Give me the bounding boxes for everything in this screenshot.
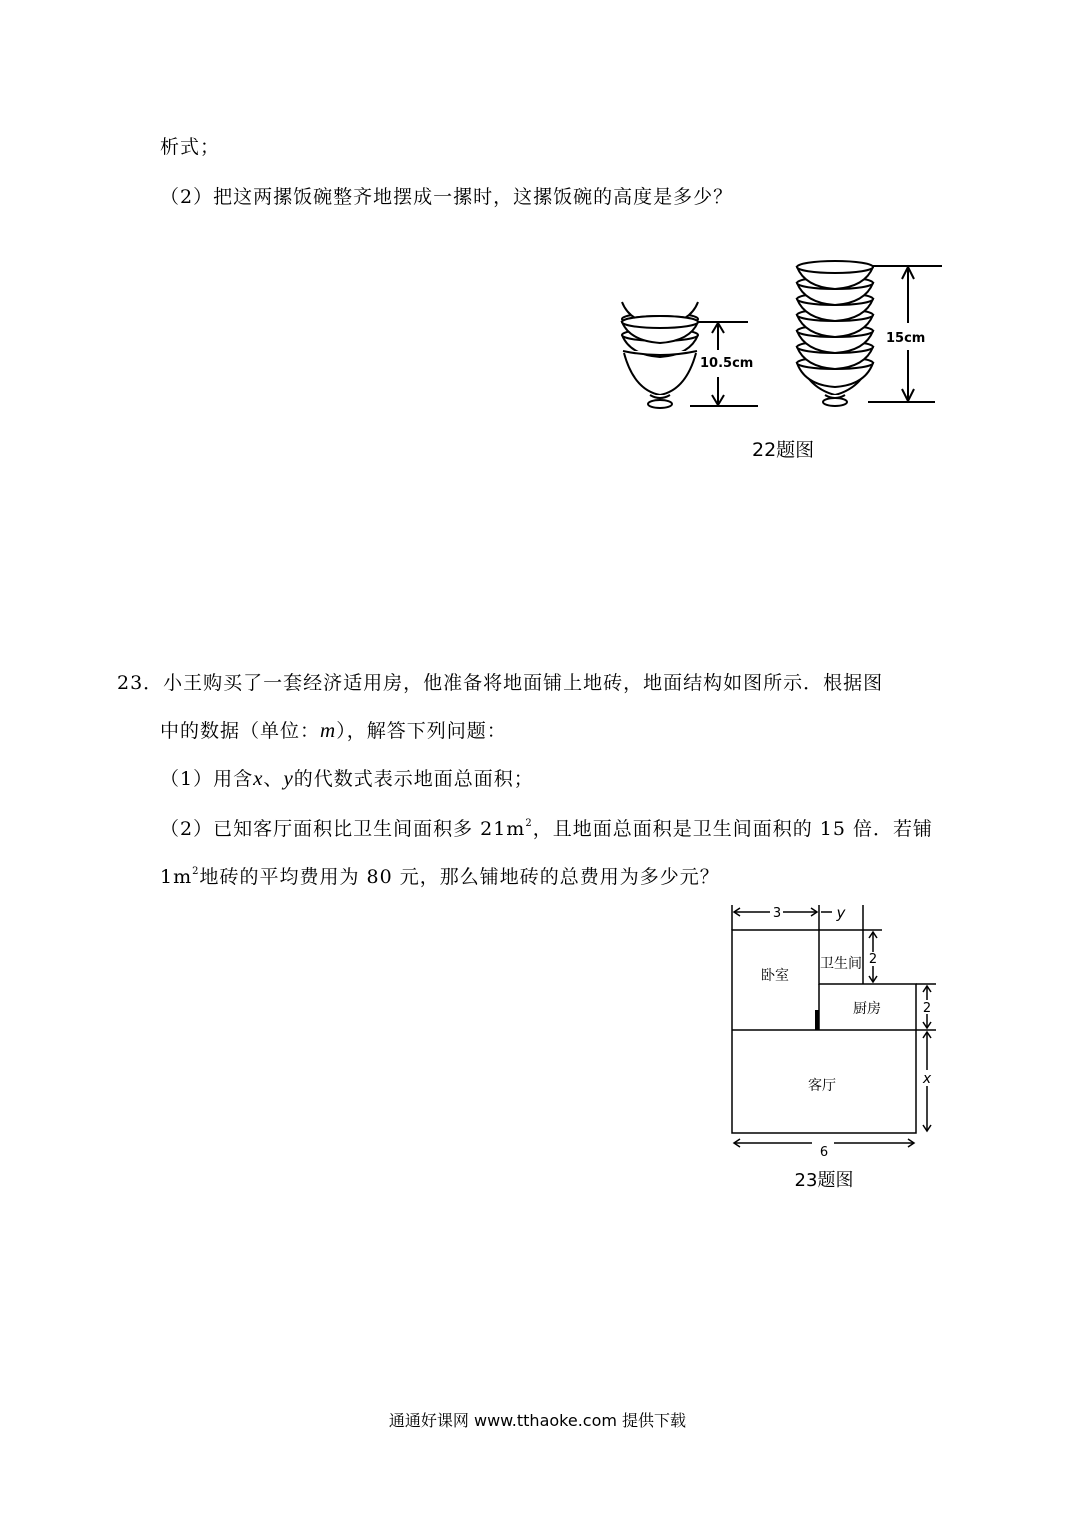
q23-part2-sup: 2 <box>525 818 533 829</box>
room-kitchen-label: 厨房 <box>853 1001 881 1017</box>
q23-part2 <box>160 814 933 841</box>
q23-part1-text-a: （1）用含 <box>160 768 254 790</box>
dim-right-1-label: 2 <box>868 952 878 967</box>
q23-line1: 23．小王购买了一套经济适用房，他准备将地面铺上地砖，地面结构如图所示．根据图 <box>117 672 884 694</box>
unit-m: m <box>320 718 337 742</box>
dim-top-left-label: 3 <box>772 906 782 921</box>
room-bedroom-label: 卧室 <box>761 968 789 984</box>
q23-part1 <box>160 764 534 791</box>
right-height-label: 15cm <box>886 331 926 346</box>
var-y: y <box>283 766 294 790</box>
q23-part2-text-b: ，且地面总面积是卫生间面积的 15 倍．若铺 <box>532 818 933 840</box>
dim-right-2-label: 2 <box>922 1001 932 1016</box>
floor-plan-figure <box>720 900 950 1195</box>
q23-line2 <box>160 716 507 743</box>
q23-part2-line2-text-b: 地砖的平均费用为 80 元，那么铺地砖的总费用为多少元？ <box>199 866 720 888</box>
room-living-label: 客厅 <box>808 1078 836 1094</box>
q23-part1-text-c: 的代数式表示地面总面积； <box>293 768 534 790</box>
q22-part2-text: （2）把这两摞饭碗整齐地摆成一摞时，这摞饭碗的高度是多少？ <box>160 186 734 208</box>
figure-23-caption: 23题图 <box>794 1170 854 1191</box>
q22-tail-text: 析式； <box>160 136 221 158</box>
figure-22-caption: 22题图 <box>752 439 815 461</box>
q23-part2-line2 <box>160 862 720 889</box>
q23-part2-text-a: （2）已知客厅面积比卫生间面积多 21m <box>160 818 526 840</box>
q23-part2-line2-text-a: 1m <box>160 866 193 888</box>
q23-line2-text-a: 中的数据（单位： <box>160 720 321 742</box>
left-height-label: 10.5cm <box>700 356 754 371</box>
q23-line2-text-b: ），解答下列问题： <box>336 720 507 742</box>
page-footer: 通通好课网 www.tthaoke.com 提供下载 <box>388 1411 687 1430</box>
var-x: x <box>253 766 264 790</box>
q23-part1-text-b: 、 <box>263 768 284 790</box>
dim-right-x-label: x <box>922 1071 932 1087</box>
room-bathroom-label: 卫生间 <box>820 956 862 972</box>
q23-part2-line2-sup: 2 <box>192 866 200 877</box>
dim-bottom-label: 6 <box>819 1145 829 1160</box>
bowl-stack-figure <box>610 255 950 465</box>
dim-top-right-label: y <box>836 904 846 922</box>
right-bowl-stack <box>797 261 873 406</box>
